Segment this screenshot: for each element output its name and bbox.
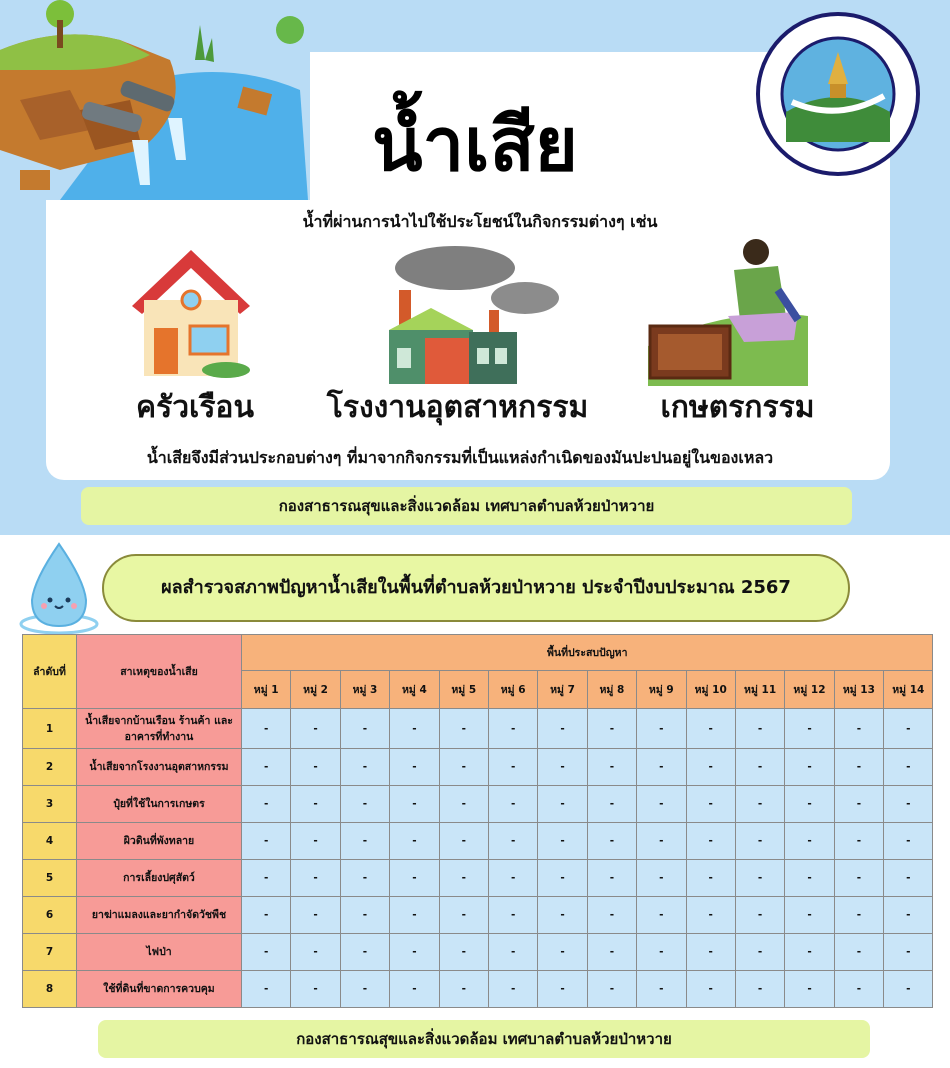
row-value: - xyxy=(291,860,340,897)
row-value: - xyxy=(735,971,784,1008)
row-value: - xyxy=(439,709,488,749)
row-value: - xyxy=(390,860,439,897)
row-number: 4 xyxy=(23,823,77,860)
header-village: หมู่ 1 xyxy=(242,671,291,709)
row-value: - xyxy=(340,786,389,823)
row-value: - xyxy=(637,897,686,934)
row-value: - xyxy=(686,823,735,860)
water-drop-icon xyxy=(18,540,100,634)
row-value: - xyxy=(785,971,834,1008)
row-value: - xyxy=(884,823,933,860)
row-value: - xyxy=(538,971,587,1008)
row-value: - xyxy=(242,749,291,786)
row-value: - xyxy=(538,749,587,786)
row-value: - xyxy=(686,897,735,934)
row-value: - xyxy=(785,709,834,749)
row-value: - xyxy=(291,934,340,971)
row-value: - xyxy=(340,709,389,749)
row-cause: ไฟป่า xyxy=(77,934,242,971)
row-value: - xyxy=(834,709,883,749)
header-village: หมู่ 12 xyxy=(785,671,834,709)
row-value: - xyxy=(439,823,488,860)
page-subtitle: น้ำที่ผ่านการนำไปใช้ประโยชน์ในกิจกรรมต่างๆ เช่น xyxy=(302,212,658,231)
municipality-logo xyxy=(756,12,920,176)
row-value: - xyxy=(242,934,291,971)
row-value: - xyxy=(291,897,340,934)
table-row xyxy=(23,934,933,971)
row-value: - xyxy=(884,860,933,897)
row-value: - xyxy=(735,897,784,934)
row-value: - xyxy=(587,934,636,971)
header-village: หมู่ 8 xyxy=(587,671,636,709)
header-village: หมู่ 5 xyxy=(439,671,488,709)
table-row xyxy=(23,786,933,823)
category-industry: โรงงานอุตสาหกรรม xyxy=(326,390,589,425)
row-value: - xyxy=(488,971,537,1008)
row-value: - xyxy=(242,860,291,897)
header-cause: สาเหตุของน้ำเสีย xyxy=(77,635,242,709)
row-value: - xyxy=(686,934,735,971)
row-value: - xyxy=(488,897,537,934)
row-value: - xyxy=(785,860,834,897)
row-value: - xyxy=(390,823,439,860)
row-value: - xyxy=(242,897,291,934)
row-value: - xyxy=(538,709,587,749)
row-value: - xyxy=(587,860,636,897)
row-value: - xyxy=(242,823,291,860)
table-row xyxy=(23,749,933,786)
table-row xyxy=(23,897,933,934)
row-value: - xyxy=(884,897,933,934)
header-village: หมู่ 14 xyxy=(884,671,933,709)
header-village: หมู่ 9 xyxy=(637,671,686,709)
factory-icon xyxy=(385,238,565,386)
row-cause: ปุ๋ยที่ใช้ในการเกษตร xyxy=(77,786,242,823)
row-value: - xyxy=(637,786,686,823)
row-value: - xyxy=(488,709,537,749)
row-value: - xyxy=(884,749,933,786)
row-number: 3 xyxy=(23,786,77,823)
row-value: - xyxy=(390,709,439,749)
row-value: - xyxy=(291,749,340,786)
table-row xyxy=(23,709,933,749)
row-value: - xyxy=(785,897,834,934)
row-cause: น้ำเสียจากโรงงานอุตสาหกรรม xyxy=(77,749,242,786)
row-value: - xyxy=(587,709,636,749)
row-value: - xyxy=(637,860,686,897)
table-row xyxy=(23,823,933,860)
row-value: - xyxy=(390,971,439,1008)
row-number: 7 xyxy=(23,934,77,971)
header-village: หมู่ 6 xyxy=(488,671,537,709)
header-no: ลำดับที่ xyxy=(23,635,77,709)
row-value: - xyxy=(390,786,439,823)
row-value: - xyxy=(488,860,537,897)
row-value: - xyxy=(884,786,933,823)
row-value: - xyxy=(884,934,933,971)
row-value: - xyxy=(735,823,784,860)
row-value: - xyxy=(439,786,488,823)
row-value: - xyxy=(686,749,735,786)
row-value: - xyxy=(637,934,686,971)
row-value: - xyxy=(340,860,389,897)
category-agriculture: เกษตรกรรม xyxy=(660,390,815,425)
row-value: - xyxy=(735,749,784,786)
row-value: - xyxy=(735,786,784,823)
row-value: - xyxy=(587,749,636,786)
row-value: - xyxy=(735,709,784,749)
row-value: - xyxy=(785,934,834,971)
row-value: - xyxy=(291,823,340,860)
survey-title-banner: ผลสำรวจสภาพปัญหาน้ำเสียในพื้นที่ตำบลห้วยป่าหวาย ประจำปีงบประมาณ 2567 xyxy=(102,554,850,622)
header-village: หมู่ 10 xyxy=(686,671,735,709)
row-cause: ยาฆ่าแมลงและยากำจัดวัชพืช xyxy=(77,897,242,934)
row-value: - xyxy=(538,860,587,897)
row-value: - xyxy=(488,786,537,823)
row-value: - xyxy=(686,971,735,1008)
wastewater-survey-table xyxy=(22,634,933,1008)
table-row xyxy=(23,971,933,1008)
header-village: หมู่ 11 xyxy=(735,671,784,709)
farmer-icon xyxy=(648,236,808,386)
row-value: - xyxy=(834,897,883,934)
row-value: - xyxy=(686,786,735,823)
row-value: - xyxy=(340,934,389,971)
row-value: - xyxy=(291,971,340,1008)
description-text: น้ำเสียจึงมีส่วนประกอบต่างๆ ที่มาจากกิจกรรมที่เป็นแหล่งกำเนิดของมันปะปนอยู่ในของเหลว xyxy=(146,448,774,467)
row-number: 5 xyxy=(23,860,77,897)
house-icon xyxy=(130,248,252,378)
row-value: - xyxy=(834,749,883,786)
row-number: 8 xyxy=(23,971,77,1008)
row-value: - xyxy=(390,897,439,934)
row-value: - xyxy=(735,860,784,897)
row-value: - xyxy=(884,709,933,749)
row-value: - xyxy=(587,971,636,1008)
page-title: น้ำเสีย xyxy=(372,102,578,188)
row-value: - xyxy=(242,786,291,823)
row-value: - xyxy=(834,860,883,897)
row-value: - xyxy=(538,823,587,860)
row-value: - xyxy=(291,709,340,749)
row-value: - xyxy=(735,934,784,971)
row-value: - xyxy=(785,749,834,786)
row-value: - xyxy=(884,971,933,1008)
row-value: - xyxy=(785,786,834,823)
row-value: - xyxy=(439,749,488,786)
row-value: - xyxy=(587,897,636,934)
category-household: ครัวเรือน xyxy=(136,390,254,425)
row-value: - xyxy=(587,786,636,823)
row-number: 1 xyxy=(23,709,77,749)
row-value: - xyxy=(538,786,587,823)
row-value: - xyxy=(538,897,587,934)
row-value: - xyxy=(834,786,883,823)
row-value: - xyxy=(488,934,537,971)
row-value: - xyxy=(340,823,389,860)
header-village: หมู่ 7 xyxy=(538,671,587,709)
row-value: - xyxy=(637,749,686,786)
row-value: - xyxy=(637,709,686,749)
bottom-footer-banner: กองสาธารณสุขและสิ่งแวดล้อม เทศบาลตำบลห้วยป่าหวาย xyxy=(98,1020,870,1058)
top-footer-banner: กองสาธารณสุขและสิ่งแวดล้อม เทศบาลตำบลห้วยป่าหวาย xyxy=(81,487,852,525)
row-value: - xyxy=(686,709,735,749)
row-value: - xyxy=(439,971,488,1008)
header-village: หมู่ 4 xyxy=(390,671,439,709)
row-value: - xyxy=(439,860,488,897)
header-village: หมู่ 3 xyxy=(340,671,389,709)
row-value: - xyxy=(834,823,883,860)
row-value: - xyxy=(538,934,587,971)
row-value: - xyxy=(390,934,439,971)
row-value: - xyxy=(242,709,291,749)
row-number: 2 xyxy=(23,749,77,786)
row-value: - xyxy=(686,860,735,897)
row-value: - xyxy=(488,823,537,860)
row-value: - xyxy=(291,786,340,823)
header-village: หมู่ 13 xyxy=(834,671,883,709)
row-value: - xyxy=(637,823,686,860)
table-row xyxy=(23,860,933,897)
row-value: - xyxy=(340,897,389,934)
row-value: - xyxy=(834,934,883,971)
row-cause: ผิวดินที่พังทลาย xyxy=(77,823,242,860)
row-value: - xyxy=(390,749,439,786)
row-value: - xyxy=(834,971,883,1008)
header-affected-area: พื้นที่ประสบปัญหา xyxy=(242,635,933,671)
row-value: - xyxy=(587,823,636,860)
row-value: - xyxy=(340,971,389,1008)
row-cause: น้ำเสียจากบ้านเรือน ร้านค้า และอาคารที่ทำงาน xyxy=(77,709,242,749)
row-value: - xyxy=(439,897,488,934)
pipe-pollution-illustration xyxy=(0,0,310,200)
row-value: - xyxy=(242,971,291,1008)
row-value: - xyxy=(439,934,488,971)
row-cause: การเลี้ยงปศุสัตว์ xyxy=(77,860,242,897)
row-number: 6 xyxy=(23,897,77,934)
header-village: หมู่ 2 xyxy=(291,671,340,709)
row-cause: ใช้ที่ดินที่ขาดการควบคุม xyxy=(77,971,242,1008)
row-value: - xyxy=(488,749,537,786)
row-value: - xyxy=(637,971,686,1008)
row-value: - xyxy=(785,823,834,860)
row-value: - xyxy=(340,749,389,786)
